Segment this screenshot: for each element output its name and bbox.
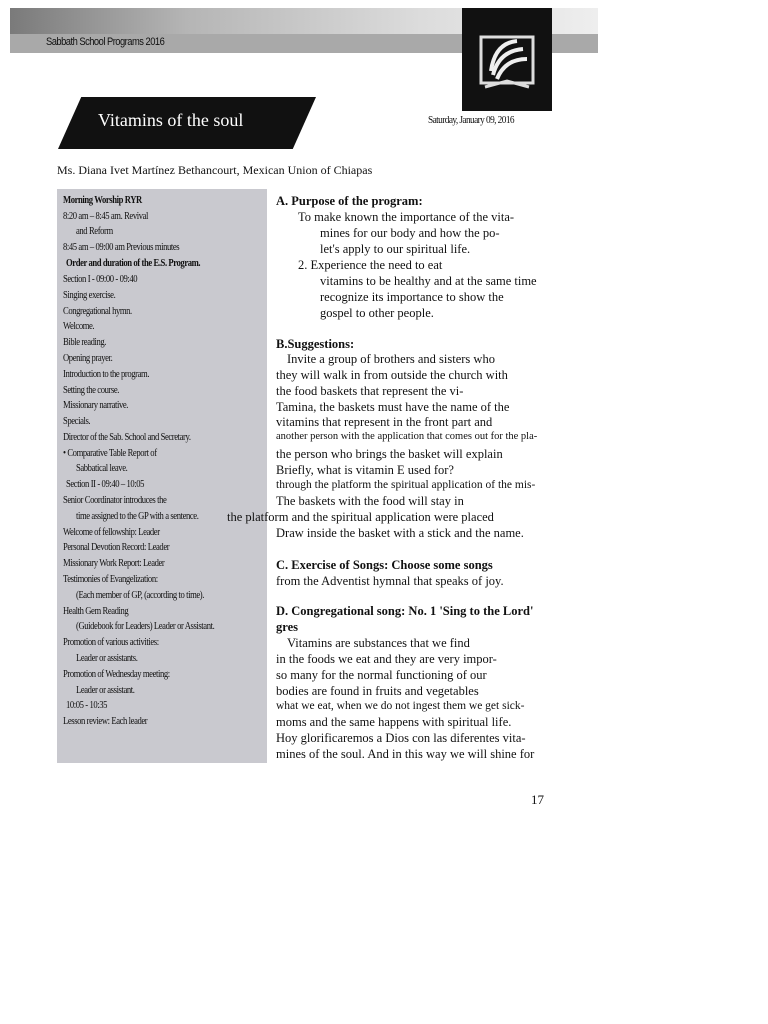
- sidebar-line: Missionary Work Report: Leader: [63, 558, 165, 569]
- body-line: Vitamins are substances that we find: [287, 636, 470, 650]
- sidebar-line: and Reform: [76, 226, 113, 237]
- running-title: Sabbath School Programs 2016: [46, 36, 165, 48]
- page-number: 17: [531, 792, 544, 807]
- body-line: the person who brings the basket will explain: [276, 447, 503, 461]
- body-line: Hoy glorificaremos a Dios con las diferentes vita-: [276, 731, 526, 745]
- body-line: in the foods we eat and they are very impor-: [276, 652, 497, 666]
- body-line: Draw inside the basket with a stick and the name.: [276, 526, 524, 540]
- sidebar-line: time assigned to the GP with a sentence.: [76, 511, 199, 522]
- sidebar-line: Bible reading.: [63, 337, 107, 348]
- section-heading: A. Purpose of the program:: [276, 194, 423, 208]
- sidebar-line: Health Gem Reading: [63, 606, 129, 617]
- sidebar-line: Setting the course.: [63, 385, 120, 396]
- body-line: the platform and the spiritual application were placed: [227, 510, 494, 524]
- body-line: mines of the soul. And in this way we will shine for: [276, 747, 535, 761]
- sidebar-line: Welcome.: [63, 321, 95, 332]
- body-line: the food baskets that represent the vi-: [276, 384, 464, 398]
- sidebar-line: Sabbatical leave.: [76, 463, 128, 474]
- sidebar-line: Welcome of fellowship: Leader: [63, 527, 160, 538]
- sidebar-line: Promotion of various activities:: [63, 637, 159, 648]
- body-line: so many for the normal functioning of our: [276, 668, 487, 682]
- body-line: they will walk in from outside the church with: [276, 368, 508, 382]
- sidebar-line: (Guidebook for Leaders) Leader or Assistant.: [76, 621, 215, 632]
- sidebar-line: Morning Worship RYR: [63, 195, 142, 206]
- sidebar-line: Leader or assistants.: [76, 653, 138, 664]
- body-line: through the platform the spiritual application of the mis-: [276, 479, 536, 491]
- body-line: Invite a group of brothers and sisters who: [287, 352, 495, 366]
- author-line: Ms. Diana Ivet Martínez Bethancourt, Mexican Union of Chiapas: [57, 163, 373, 177]
- sidebar-line: Opening prayer.: [63, 353, 113, 364]
- section-heading: gres: [276, 620, 298, 634]
- sidebar-line: Promotion of Wednesday meeting:: [63, 669, 170, 680]
- body-line: vitamins to be healthy and at the same time: [320, 274, 537, 288]
- body-line: mines for our body and how the po-: [320, 226, 500, 240]
- body-line: Briefly, what is vitamin E used for?: [276, 463, 454, 477]
- page-title: Vitamins of the soul: [98, 110, 244, 130]
- sidebar-line: (Each member of GP, (according to time).: [76, 590, 205, 601]
- sidebar-line: 8:45 am – 09:00 am Previous minutes: [63, 242, 180, 253]
- sidebar-line: Introduction to the program.: [63, 369, 150, 380]
- sidebar-line: Personal Devotion Record: Leader: [63, 542, 170, 553]
- body-line: 2. Experience the need to eat: [298, 258, 443, 272]
- body-line: recognize its importance to show the: [320, 290, 504, 304]
- body-line: let's apply to our spiritual life.: [320, 242, 471, 256]
- sidebar-line: Section II - 09:40 – 10:05: [66, 479, 145, 490]
- sidebar-line: Specials.: [63, 416, 91, 427]
- sidebar-line: Section I - 09:00 - 09:40: [63, 274, 138, 285]
- sidebar-line: 8:20 am – 8:45 am. Revival: [63, 211, 148, 222]
- sidebar-line: • Comparative Table Report of: [63, 448, 157, 459]
- section-heading: D. Congregational song: No. 1 'Sing to the Lord': [276, 604, 534, 618]
- body-line: To make known the importance of the vita-: [298, 210, 515, 224]
- sidebar-line: Lesson review: Each leader: [63, 716, 148, 727]
- sidebar-line: Singing exercise.: [63, 290, 116, 301]
- logo: [462, 8, 552, 111]
- sidebar-line: Order and duration of the E.S. Program.: [66, 258, 201, 269]
- sidebar-line: Missionary narrative.: [63, 400, 129, 411]
- sidebar-line: Congregational hymn.: [63, 306, 132, 317]
- sidebar-line: Senior Coordinator introduces the: [63, 495, 167, 506]
- body-line: gospel to other people.: [320, 306, 434, 320]
- body-line: what we eat, when we do not ingest them we get sick-: [276, 700, 525, 712]
- open-book-logo-icon: [475, 29, 539, 91]
- program-date: Saturday, January 09, 2016: [428, 114, 514, 126]
- sidebar-line: Testimonies of Evangelization:: [63, 574, 158, 585]
- sidebar-line: 10:05 - 10:35: [66, 700, 108, 711]
- section-heading: C. Exercise of Songs: Choose some songs: [276, 558, 493, 572]
- body-line: bodies are found in fruits and vegetables: [276, 684, 479, 698]
- section-heading: B.Suggestions:: [276, 337, 355, 351]
- sidebar-line: Director of the Sab. School and Secretary.: [63, 432, 191, 443]
- body-line: moms and the same happens with spiritual life.: [276, 715, 512, 729]
- body-line: vitamins that represent in the front part and: [276, 415, 493, 429]
- body-line: The baskets with the food will stay in: [276, 494, 464, 508]
- body-line: another person with the application that comes out for the pla-: [276, 431, 538, 442]
- body-line: from the Adventist hymnal that speaks of joy.: [276, 574, 504, 588]
- body-line: Tamina, the baskets must have the name of the: [276, 400, 510, 414]
- sidebar-line: Leader or assistant.: [76, 685, 135, 696]
